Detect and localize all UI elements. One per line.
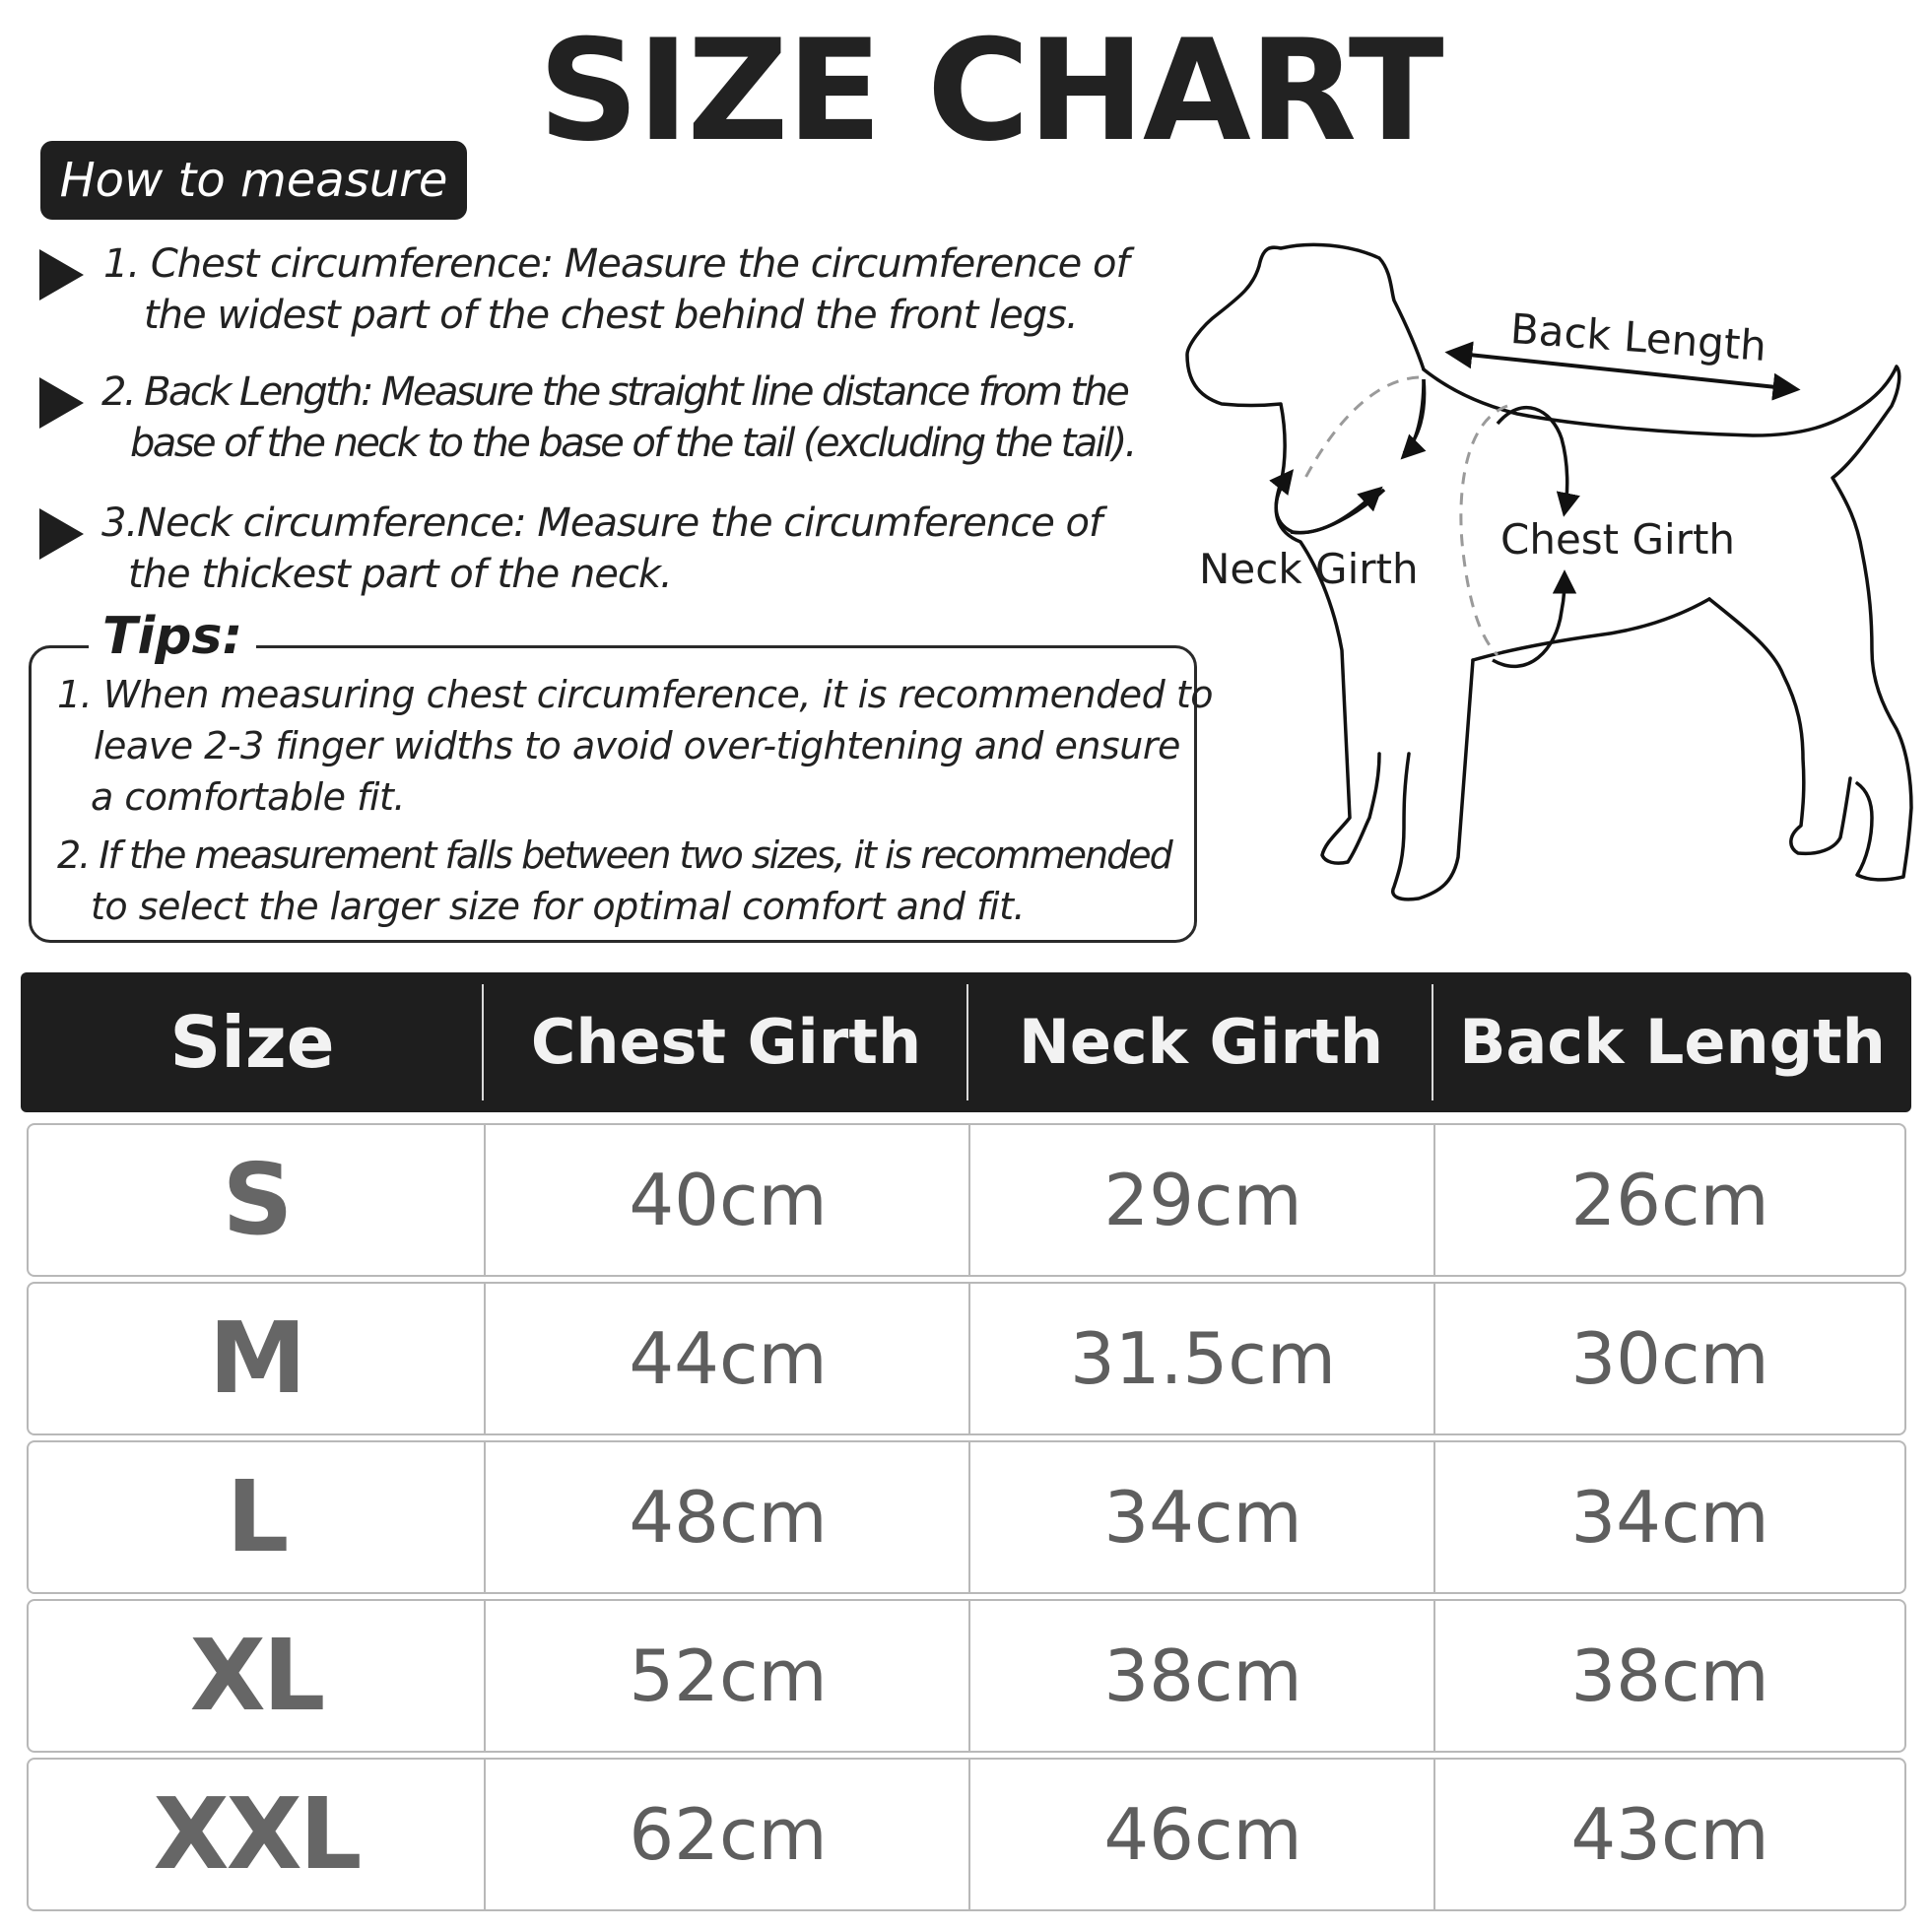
chest-girth-arrow-upper bbox=[1498, 408, 1567, 512]
neck-girth-label: Neck Girth bbox=[1199, 545, 1419, 593]
back-length-cell: 26cm bbox=[1570, 1159, 1769, 1241]
tips-label: Tips: bbox=[89, 607, 256, 666]
bullet-arrow-icon bbox=[39, 508, 84, 560]
table-row bbox=[27, 1440, 1906, 1594]
neck-girth-arrow-tip bbox=[1404, 379, 1424, 456]
tip-line: leave 2-3 finger widths to avoid over-tightening and ensure bbox=[94, 724, 1180, 767]
back-length-label: Back Length bbox=[1508, 303, 1768, 371]
neck-girth-cell: 46cm bbox=[1103, 1793, 1302, 1876]
neck-girth-arrow-lower bbox=[1291, 490, 1379, 533]
table-row bbox=[27, 1758, 1906, 1911]
chest-girth-cell: 62cm bbox=[629, 1793, 828, 1876]
step-line: the widest part of the chest behind the front legs. bbox=[144, 293, 1078, 338]
back-length-cell: 38cm bbox=[1570, 1634, 1769, 1717]
dog-outline-belly bbox=[1473, 599, 1709, 660]
size-cell: XL bbox=[189, 1618, 323, 1733]
neck-girth-cell: 34cm bbox=[1103, 1476, 1302, 1559]
size-cell: M bbox=[208, 1300, 304, 1416]
size-cell: S bbox=[222, 1142, 291, 1257]
back-length-cell: 30cm bbox=[1570, 1317, 1769, 1400]
dog-outline-back bbox=[1424, 366, 1911, 880]
bullet-arrow-icon bbox=[39, 377, 84, 429]
measure-step-neck bbox=[39, 500, 1143, 609]
step-line: the thickest part of the neck. bbox=[128, 552, 672, 597]
table-row bbox=[27, 1282, 1906, 1435]
tip-line: to select the larger size for optimal comfort and fit. bbox=[91, 885, 1026, 928]
page-title: SIZE CHART bbox=[538, 10, 1442, 172]
chest-girth-cell: 40cm bbox=[629, 1159, 828, 1241]
step-line: 2. Back Length: Measure the straight line distance from the bbox=[101, 369, 1128, 415]
chest-girth-cell: 44cm bbox=[629, 1317, 828, 1400]
neck-girth-guide bbox=[1305, 377, 1419, 478]
back-length-cell: 43cm bbox=[1570, 1793, 1769, 1876]
neck-girth-cell: 38cm bbox=[1103, 1634, 1302, 1717]
size-cell: L bbox=[226, 1459, 287, 1574]
step-line: 1. Chest circumference: Measure the circumference of bbox=[103, 241, 1129, 287]
header-size: Size bbox=[169, 1001, 335, 1084]
bullet-arrow-icon bbox=[39, 249, 84, 300]
neck-girth-cell: 31.5cm bbox=[1069, 1317, 1337, 1400]
measure-step-back bbox=[39, 369, 1143, 478]
table-row bbox=[27, 1123, 1906, 1277]
neck-girth-cell: 29cm bbox=[1103, 1159, 1302, 1241]
tip-line: a comfortable fit. bbox=[91, 775, 406, 819]
table-row bbox=[27, 1599, 1906, 1753]
tip-line: 1. When measuring chest circumference, it is recommended to bbox=[57, 673, 1213, 716]
chest-girth-cell: 48cm bbox=[629, 1476, 828, 1559]
neck-girth-arrow bbox=[1276, 379, 1424, 533]
size-table-header bbox=[21, 972, 1911, 1112]
chest-girth-cell: 52cm bbox=[629, 1634, 828, 1717]
chest-girth-label: Chest Girth bbox=[1500, 515, 1736, 564]
back-length-cell: 34cm bbox=[1570, 1476, 1769, 1559]
step-line: 3.Neck circumference: Measure the circumference of bbox=[101, 500, 1102, 546]
measure-step-chest bbox=[39, 241, 1143, 350]
tip-line: 2. If the measurement falls between two sizes, it is recommended bbox=[57, 833, 1171, 877]
how-to-measure-label: How to measure bbox=[40, 141, 467, 220]
header-back-length: Back Length bbox=[1459, 1006, 1886, 1078]
header-chest-girth: Chest Girth bbox=[530, 1006, 922, 1078]
size-cell: XXL bbox=[153, 1776, 360, 1892]
header-neck-girth: Neck Girth bbox=[1018, 1006, 1383, 1078]
step-line: base of the neck to the base of the tail (excluding the tail). bbox=[130, 421, 1135, 466]
